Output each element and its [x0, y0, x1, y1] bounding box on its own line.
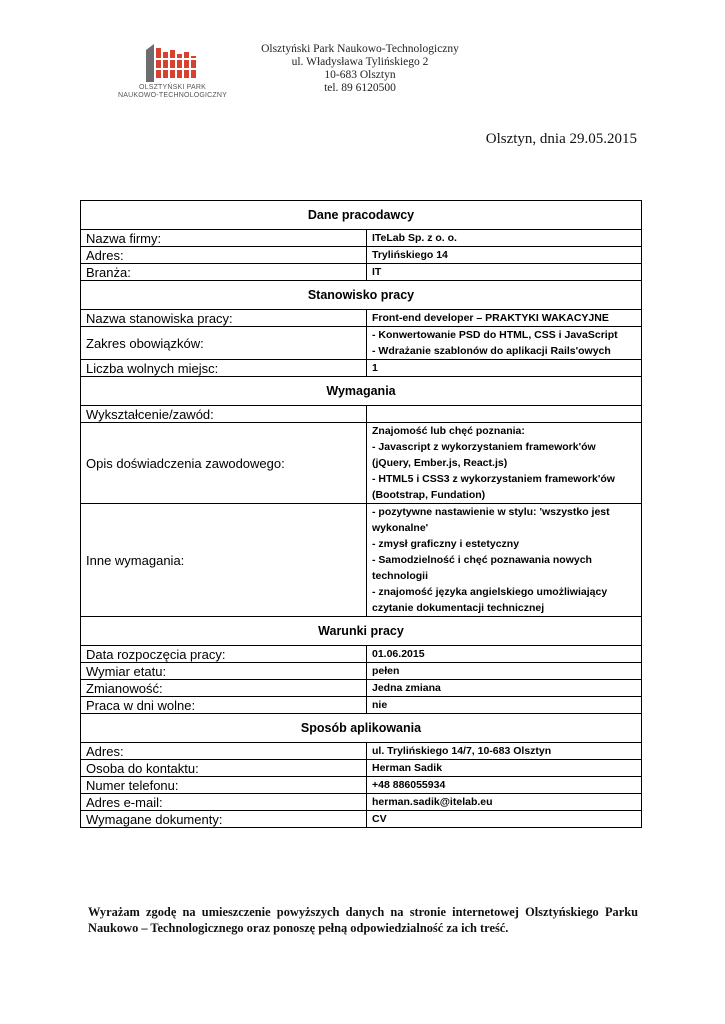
job-offer-table — [80, 200, 642, 828]
fte-value: pełen — [367, 663, 642, 680]
education-label: Wykształcenie/zawód: — [81, 406, 367, 423]
email-label: Adres e-mail: — [81, 794, 367, 811]
weekends-label: Praca w dni wolne: — [81, 697, 367, 714]
opnt-logo — [110, 42, 235, 104]
institution-phone: tel. 89 6120500 — [324, 82, 396, 94]
other-requirements-value: - pozytywne nastawienie w stylu: 'wszystko jest wykonalne' - zmysł graficzny i estetyczny - Samodzielność i chęć poznawania nowych technologii - znajomość języka angielskiego umożliwiający czytanie dokumentacji technicznej — [367, 504, 642, 617]
employer-address-value: Trylińskiego 14 — [367, 247, 642, 264]
section-apply: Sposób aplikowania — [81, 714, 642, 743]
experience-label: Opis doświadczenia zawodowego: — [81, 423, 367, 504]
shifts-label: Zmianowość: — [81, 680, 367, 697]
institution-address — [250, 43, 470, 95]
apply-address-label: Adres: — [81, 743, 367, 760]
institution-city: 10-683 Olsztyn — [324, 69, 396, 81]
position-name-value: Front-end developer – PRAKTYKI WAKACYJNE — [367, 310, 642, 327]
contact-value: Herman Sadik — [367, 760, 642, 777]
phone-value: +48 886055934 — [367, 777, 642, 794]
logo-line-1: OLSZTYŃSKI PARK — [138, 84, 207, 91]
contact-label: Osoba do kontaktu: — [81, 760, 367, 777]
company-value: ITeLab Sp. z o. o. — [367, 230, 642, 247]
vacancies-label: Liczba wolnych miejsc: — [81, 360, 367, 377]
section-conditions: Warunki pracy — [81, 617, 642, 646]
vacancies-value: 1 — [367, 360, 642, 377]
institution-street: ul. Władysława Tylińskiego 2 — [291, 56, 429, 68]
logo-graphic — [140, 42, 206, 84]
phone-label: Numer telefonu: — [81, 777, 367, 794]
consent-statement: Wyrażam zgodę na umieszczenie powyższych danych na stronie internetowej Olsztyńskiego Parku Naukowo – Technologicznego oraz ponoszę pełną odpowiedzialność za ich treść. — [88, 905, 638, 935]
section-requirements: Wymagania — [81, 377, 642, 406]
company-label: Nazwa firmy: — [81, 230, 367, 247]
employer-address-label: Adres: — [81, 247, 367, 264]
position-name-label: Nazwa stanowiska pracy: — [81, 310, 367, 327]
duties-label: Zakres obowiązków: — [81, 327, 367, 360]
industry-label: Branża: — [81, 264, 367, 281]
industry-value: IT — [367, 264, 642, 281]
apply-address-value: ul. Trylińskiego 14/7, 10-683 Olsztyn — [367, 743, 642, 760]
logo-text — [110, 84, 235, 100]
institution-name: Olsztyński Park Naukowo-Technologiczny — [261, 43, 459, 55]
education-value — [367, 406, 642, 423]
email-value: herman.sadik@itelab.eu — [367, 794, 642, 811]
weekends-value: nie — [367, 697, 642, 714]
duties-value: - Konwertowanie PSD do HTML, CSS i JavaScript - Wdrażanie szablonów do aplikacji Rails'owych — [367, 327, 642, 360]
experience-value: Znajomość lub chęć poznania: - Javascript z wykorzystaniem framework'ów (jQuery, Ember.js, React.js) - HTML5 i CSS3 z wykorzystaniem framework'ów (Bootstrap, Fundation) — [367, 423, 642, 504]
logo-line-2: NAUKOWO-TECHNOLOGICZNY — [117, 92, 227, 99]
documents-label: Wymagane dokumenty: — [81, 811, 367, 828]
fte-label: Wymiar etatu: — [81, 663, 367, 680]
documents-value: CV — [367, 811, 642, 828]
start-date-label: Data rozpoczęcia pracy: — [81, 646, 367, 663]
other-requirements-label: Inne wymagania: — [81, 504, 367, 617]
section-position: Stanowisko pracy — [81, 281, 642, 310]
start-date-value: 01.06.2015 — [367, 646, 642, 663]
document-date: Olsztyn, dnia 29.05.2015 — [485, 131, 637, 147]
shifts-value: Jedna zmiana — [367, 680, 642, 697]
section-employer: Dane pracodawcy — [81, 201, 642, 230]
